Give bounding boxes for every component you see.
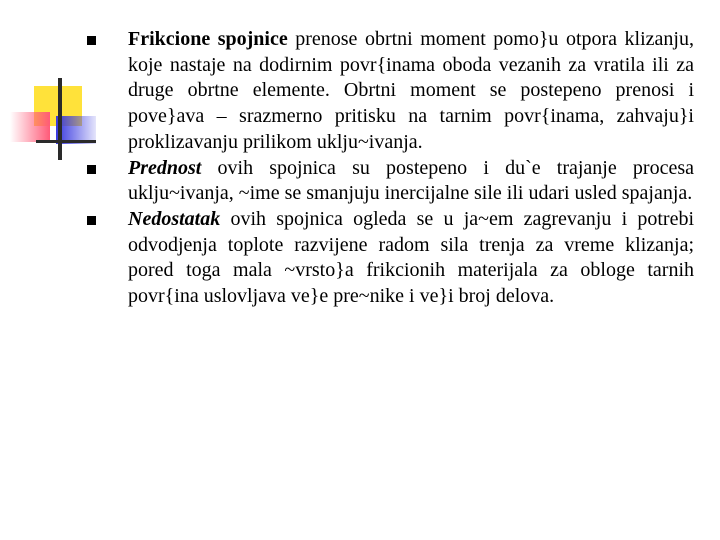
square-bullet-icon bbox=[87, 165, 96, 174]
bullet-lead: Nedostatak bbox=[128, 207, 221, 230]
bullet-text bbox=[128, 207, 694, 310]
square-bullet-icon bbox=[87, 216, 96, 225]
bullet-item-nedostatak bbox=[84, 207, 694, 310]
bullet-text bbox=[128, 27, 694, 156]
bullet-item-prednost bbox=[84, 156, 694, 207]
bullet-list bbox=[84, 27, 694, 310]
bullet-body: prenose obrtni moment pomo}u otpora klizanju, koje nastaje na dodirnim povr{inama oboda vezanih za vratila ili za druge obrtne elemente. Obrtni moment se postepeno prenosi i pove}ava – srazmerno pritisku na tarnim povr{inama, zahvaju}i proklizavanju prilikom uklju~ivanja. bbox=[128, 28, 694, 153]
bullet-lead: Prednost bbox=[128, 156, 202, 179]
bullet-text bbox=[128, 156, 694, 207]
logo-vertical-line bbox=[58, 78, 62, 160]
bullet-lead: Frikcione spojnice bbox=[128, 28, 288, 50]
bullet-body: ovih spojnica su postepeno i du`e trajanje procesa uklju~ivanja, ~ime se smanjuju inercijalne sile ili udari usled spajanja. bbox=[128, 156, 694, 205]
logo-red-square bbox=[10, 112, 50, 142]
bullet-item-frikcione bbox=[84, 27, 694, 156]
bullet-body: ovih spojnica ogleda se u ja~em zagrevanju i potrebi odvodjenja toplote razvijene radom sila trenja za vreme klizanja; pored toga mala ~vrsto}a frikcionih materijala za obloge tarnih povr{ina uslovljava ve}e pre~nike i ve}i broj delova. bbox=[128, 207, 694, 308]
square-bullet-icon bbox=[87, 36, 96, 45]
